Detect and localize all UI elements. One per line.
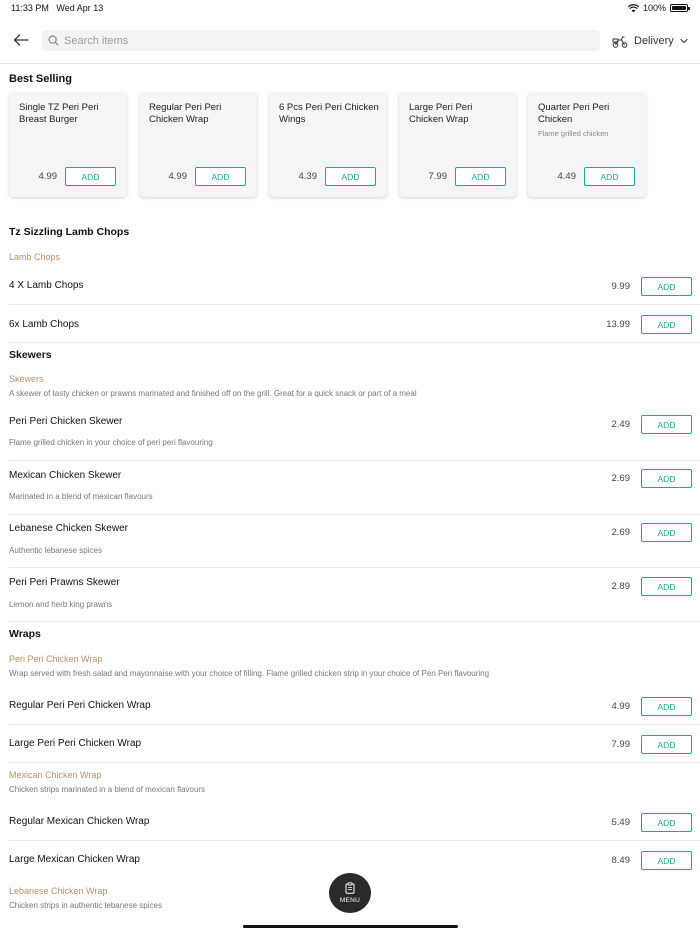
- divider: [9, 621, 700, 622]
- menu-button-label: MENU: [339, 897, 361, 904]
- scooter-icon: [612, 35, 628, 48]
- item-name[interactable]: Large Mexican Chicken Wrap: [9, 854, 140, 865]
- add-button[interactable]: ADD: [195, 167, 246, 186]
- item-description: Marinated in a blend of mexican flavours: [9, 492, 153, 501]
- card-name: 6 Pcs Peri Peri Chicken Wings: [279, 102, 379, 125]
- search-bar[interactable]: [42, 30, 600, 51]
- subcategory-description: A skewer of tasty chicken or prawns marinated and finished off on the grill. Great for a quick snack or part of a meal: [9, 389, 417, 398]
- back-arrow-icon: [13, 34, 29, 46]
- item-name[interactable]: Lebanese Chicken Skewer: [9, 523, 128, 534]
- subcategory-description: Chicken strips in authentic lebanese spices: [9, 901, 162, 910]
- divider: [9, 567, 700, 568]
- add-button[interactable]: ADD: [325, 167, 376, 186]
- category-title: Wraps: [9, 628, 41, 640]
- item-price: 2.69: [611, 473, 630, 484]
- add-button[interactable]: ADD: [641, 735, 692, 754]
- category-title: Skewers: [9, 349, 52, 361]
- card-price: 4.49: [557, 171, 576, 182]
- search-input[interactable]: [64, 35, 564, 47]
- add-button[interactable]: ADD: [584, 167, 635, 186]
- subcategory-title: Lebanese Chicken Wrap: [9, 886, 108, 896]
- add-button[interactable]: ADD: [641, 469, 692, 488]
- add-button[interactable]: ADD: [455, 167, 506, 186]
- item-name[interactable]: 4 X Lamb Chops: [9, 280, 84, 291]
- item-price: 2.89: [611, 581, 630, 592]
- item-price: 8.49: [611, 855, 630, 866]
- home-indicator[interactable]: [243, 925, 458, 928]
- add-button[interactable]: ADD: [641, 277, 692, 296]
- top-bar: [0, 24, 700, 64]
- card-price: 4.39: [298, 171, 317, 182]
- item-name[interactable]: Peri Peri Chicken Skewer: [9, 416, 123, 427]
- card-price: 7.99: [428, 171, 447, 182]
- battery-percent: 100%: [642, 3, 666, 13]
- add-button[interactable]: ADD: [641, 415, 692, 434]
- clipboard-icon: [345, 882, 355, 894]
- item-name[interactable]: Regular Peri Peri Chicken Wrap: [9, 700, 151, 711]
- best-selling-card[interactable]: [269, 93, 387, 197]
- add-button[interactable]: ADD: [641, 315, 692, 334]
- status-time: 11:33 PM Wed Apr 13: [11, 3, 104, 13]
- item-price: 13.99: [606, 319, 630, 330]
- delivery-label: Delivery: [634, 35, 674, 47]
- divider: [9, 724, 700, 725]
- best-selling-card[interactable]: [399, 93, 517, 197]
- card-price: 4.99: [38, 171, 57, 182]
- back-button[interactable]: [10, 30, 32, 50]
- category-title: Tz Sizzling Lamb Chops: [9, 226, 130, 238]
- card-description: Flame grilled chicken: [538, 129, 609, 138]
- item-name[interactable]: Mexican Chicken Skewer: [9, 470, 122, 481]
- subcategory-title: Lamb Chops: [9, 252, 61, 262]
- divider: [9, 304, 700, 305]
- status-indicators: [628, 3, 688, 13]
- item-name[interactable]: Large Peri Peri Chicken Wrap: [9, 738, 142, 749]
- chevron-down-icon: [680, 38, 688, 44]
- item-price: 5.49: [611, 817, 630, 828]
- delivery-selector[interactable]: [612, 32, 688, 50]
- item-price: 7.99: [611, 739, 630, 750]
- add-button[interactable]: ADD: [65, 167, 116, 186]
- best-selling-title: Best Selling: [9, 73, 72, 85]
- card-name: Regular Peri Peri Chicken Wrap: [149, 102, 222, 125]
- add-button[interactable]: ADD: [641, 697, 692, 716]
- item-name[interactable]: Peri Peri Prawns Skewer: [9, 577, 120, 588]
- item-price: 9.99: [611, 281, 630, 292]
- subcategory-description: Chicken strips marinated in a blend of mexican flavours: [9, 785, 206, 794]
- subcategory-title: Peri Peri Chicken Wrap: [9, 654, 103, 664]
- add-button[interactable]: ADD: [641, 523, 692, 542]
- card-price: 4.99: [168, 171, 187, 182]
- add-button[interactable]: ADD: [641, 577, 692, 596]
- divider: [9, 762, 700, 763]
- card-name: Quarter Peri Peri Chicken: [538, 102, 610, 125]
- subcategory-title: Skewers: [9, 374, 44, 384]
- item-price: 2.69: [611, 527, 630, 538]
- menu-button[interactable]: [329, 873, 371, 913]
- status-bar: [0, 0, 700, 18]
- add-button[interactable]: ADD: [641, 851, 692, 870]
- card-name: Single TZ Peri Peri Breast Burger: [19, 102, 99, 125]
- battery-icon: [670, 4, 688, 12]
- best-selling-card[interactable]: [9, 93, 127, 197]
- divider: [9, 840, 700, 841]
- item-description: Flame grilled chicken in your choice of peri peri flavouring: [9, 438, 213, 447]
- best-selling-card[interactable]: [528, 93, 646, 197]
- item-price: 4.99: [611, 701, 630, 712]
- card-name: Large Peri Peri Chicken Wrap: [409, 102, 473, 125]
- add-button[interactable]: ADD: [641, 813, 692, 832]
- wifi-icon: [628, 4, 639, 13]
- divider: [9, 342, 700, 343]
- subcategory-description: Wrap served with fresh salad and mayonnaise with your choice of filling. Flame grilled chicken strip in your choice of Peri Peri flavouring: [9, 669, 490, 678]
- item-price: 2.49: [611, 419, 630, 430]
- item-description: Lemon and herb king prawns: [9, 600, 113, 609]
- item-name[interactable]: 6x Lamb Chops: [9, 319, 80, 330]
- item-description: Authentic lebanese spices: [9, 546, 102, 555]
- item-name[interactable]: Regular Mexican Chicken Wrap: [9, 816, 150, 827]
- divider: [9, 514, 700, 515]
- divider: [9, 460, 700, 461]
- subcategory-title: Mexican Chicken Wrap: [9, 770, 102, 780]
- search-icon: [48, 35, 59, 46]
- best-selling-card[interactable]: [139, 93, 257, 197]
